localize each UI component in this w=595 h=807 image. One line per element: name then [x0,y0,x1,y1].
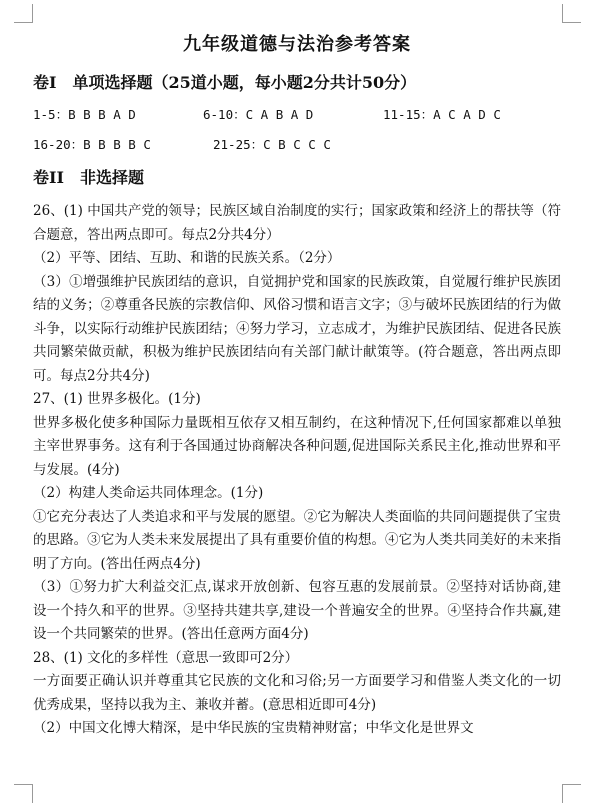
answer-28-2: （2）中国文化博大精深，是中华民族的宝贵精神财富；中华文化是世界文 [33,720,474,736]
answer-row-2 [33,135,561,153]
answer-27-3: （3）①努力扩大利益交汇点,谋求开放创新、包容互惠的发展前景。②坚持对话协商,建设一个持久和平的世界。③坚持共建共享,建设一个普遍安全的世界。④坚持合作共赢,建设一个共同繁荣的世界。(答出任意两方面4分) [33,579,561,642]
crop-mark-bottom-left [14,784,33,803]
crop-mark-bottom-right [562,784,581,803]
document-title: 九年级道德与法治参考答案 [183,34,411,55]
answer-group-1-5: 1-5：B B B A D [33,107,136,122]
answer-27-2-explanation: ①它充分表达了人类追求和平与发展的愿望。②它为解决人类面临的共同问题提供了宝贵的思路。③它为人类未来发展提出了具有重要价值的构想。④它为人类共同美好的未来指明了方向。(答出任两点4分) [33,508,561,572]
answer-27-1-explanation: 世界多极化使多种国际力量既相互依存又相互制约，在这种情况下,任何国家都难以单独主宰世界事务。这有利于各国通过协商解决各种问题,促进国际关系民主化,推动世界和平与发展。(4分) [33,414,561,478]
answer-group-16-20: 16-20：B B B B C [33,137,151,152]
answer-26-1: 26、(1) 中国共产党的领导；民族区域自治制度的实行；国家政策和经济上的帮扶等（符合题意，答出两点即可。每点2分共4分） [33,203,561,243]
answer-28-1: 28、(1) 文化的多样性（意思一致即可2分） [33,649,299,666]
answer-row-1 [33,105,561,123]
answer-27-2: （2）构建人类命运共同体理念。(1分) [33,485,264,501]
answer-27-1: 27、(1) 世界多极化。(1分) [33,391,201,407]
answer-group-6-10: 6-10：C A B A D [203,107,314,122]
answer-26-2: （2）平等、团结、互助、和谐的民族关系。（2分） [33,250,341,266]
answer-26-3: （3）①增强维护民族团结的意识，自觉拥护党和国家的民族政策，自觉履行维护民族团结的义务；②尊重各民族的宗教信仰、风俗习惯和语言文字；③与破坏民族团结的行为做斗争，以实际行动维护民族团结；④努力学习，立志成才，为维护民族团结、促进各民族共同繁荣做贡献，积极为维护民族团结向有关部门献计献策等。(符合题意，答出两点即可。每点2分共4分) [33,273,561,384]
part2-heading: 卷II 非选择题 [33,168,144,187]
document-page [33,30,561,741]
answer-group-21-25: 21-25：C B C C C [213,137,331,152]
answer-28-1-explanation: 一方面要正确认识并尊重其它民族的文化和习俗;另一方面要学习和借鉴人类文化的一切优秀成果，坚持以我为主、兼收并蓄。(意思相近即可4分) [33,673,561,713]
crop-mark-top-right [562,4,581,23]
part1-heading: 卷Ⅰ 单项选择题（25道小题，每小题2分共计50分） [33,73,417,92]
answer-group-11-15: 11-15：A C A D C [383,107,501,122]
crop-mark-top-left [14,4,33,23]
